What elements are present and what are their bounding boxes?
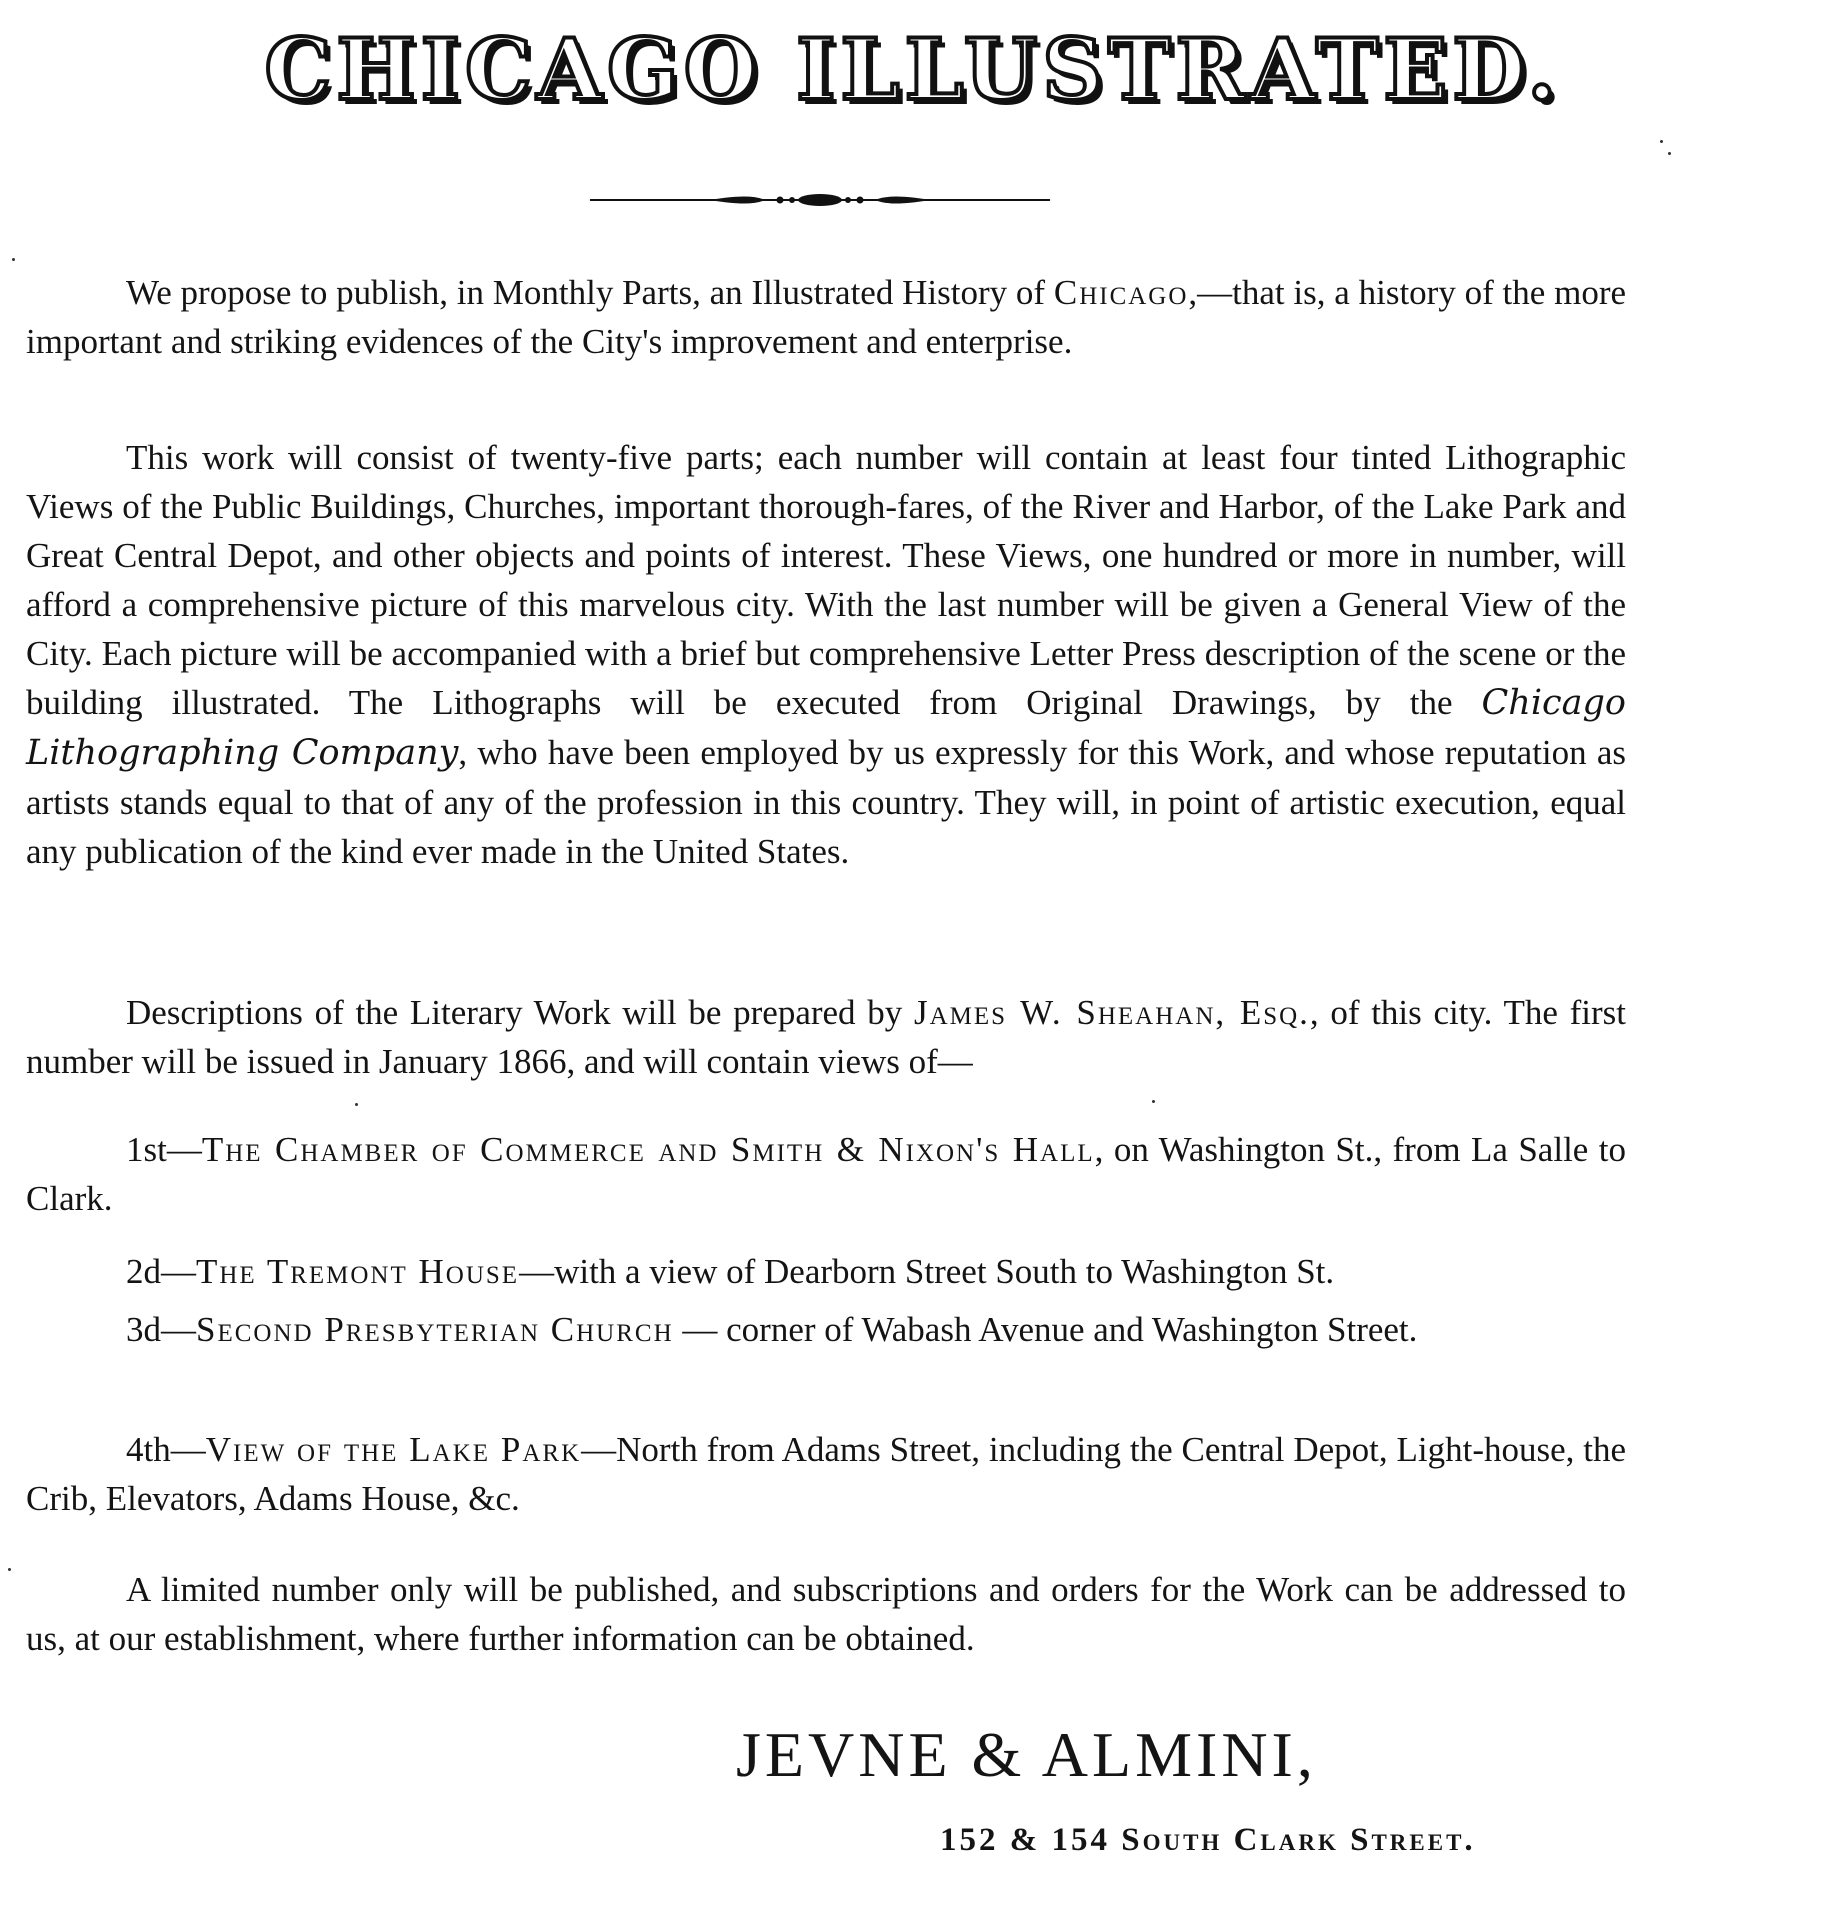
print-speck	[1660, 140, 1663, 143]
view-ordinal: 1st—	[126, 1130, 202, 1169]
work-text-a: This work will consist of twenty-five parts; each number will contain at least four tinted Lithographic Views of the Public Buildings, Churches, important thorough-fares, of the River and Harbor, of the Lake Park and Great Central Depot, and other objects and points of interest. These Views, one hundred or more in number, will afford a comprehensive picture of this marvelous city. With the last number will be given a General View of the City. Each picture will be accompanied with a brief but comprehensive Letter Press description of the scene or the building illustrated. The Lithographs will be executed from Original Drawings, by the	[26, 438, 1626, 722]
desc-text-a: Descriptions of the Literary Work will be prepared by	[126, 993, 914, 1032]
view-item	[26, 1125, 1626, 1223]
print-speck	[1152, 1100, 1155, 1103]
intro-text-a: We propose to publish, in Monthly Parts, an Illustrated History of	[126, 273, 1054, 312]
view-name: The Chamber of Commerce and Smith & Nixon's Hall	[201, 1130, 1095, 1169]
ornamental-divider	[590, 185, 1050, 215]
publisher-address: 152 & 154 South Clark Street.	[940, 1822, 1476, 1858]
company-name: Chicago Lithographing Company	[26, 683, 1626, 773]
view-item	[26, 1425, 1626, 1523]
view-detail: — corner of Wabash Avenue and Washington Street.	[673, 1310, 1418, 1349]
intro-text-b: ,—that is, a history of the more important and striking evidences of the City's improvement and enterprise.	[26, 273, 1627, 361]
view-name: The Tremont House	[196, 1252, 520, 1291]
intro-paragraph	[26, 268, 1626, 366]
city-name: Chicago	[1053, 273, 1189, 312]
view-ordinal: 3d—	[126, 1310, 196, 1349]
view-item	[26, 1247, 1626, 1296]
print-speck	[8, 1568, 11, 1571]
print-speck	[1668, 152, 1671, 155]
publisher-name: JEVNE & ALMINI,	[736, 1719, 1317, 1790]
view-detail: , on Washington St., from La Salle to Clark.	[26, 1130, 1626, 1218]
desc-text-b: , of this city. The first number will be issued in January 1866, and will contain views of—	[26, 993, 1626, 1081]
view-detail: —with a view of Dearborn Street South to Washington St.	[519, 1252, 1335, 1291]
work-description-paragraph	[26, 433, 1626, 876]
print-speck	[12, 258, 15, 261]
print-speck	[355, 1103, 358, 1106]
view-detail: —North from Adams Street, including the Central Depot, Light-house, the Crib, Elevators, Adams House, &c.	[26, 1430, 1626, 1518]
view-ordinal: 4th—	[126, 1430, 206, 1469]
author-name: James W. Sheahan, Esq.	[913, 993, 1310, 1032]
page-title: CHICAGO ILLUSTRATED.	[264, 20, 1562, 119]
literary-work-paragraph	[26, 988, 1626, 1086]
closing-paragraph: A limited number only will be published, and subscriptions and orders for the Work can be addressed to us, at our establishment, where further information can be obtained.	[26, 1570, 1626, 1658]
work-text-b: , who have been employed by us expressly for this Work, and whose reputation as artists stands equal to that of any of the profession in this country. They will, in point of artistic execution, equal any publication of the kind ever made in the United States.	[26, 733, 1626, 871]
view-item	[26, 1305, 1626, 1354]
view-ordinal: 2d—	[126, 1252, 196, 1291]
view-name: View of the Lake Park	[205, 1430, 582, 1469]
view-name: Second Presbyterian Church	[196, 1310, 674, 1349]
